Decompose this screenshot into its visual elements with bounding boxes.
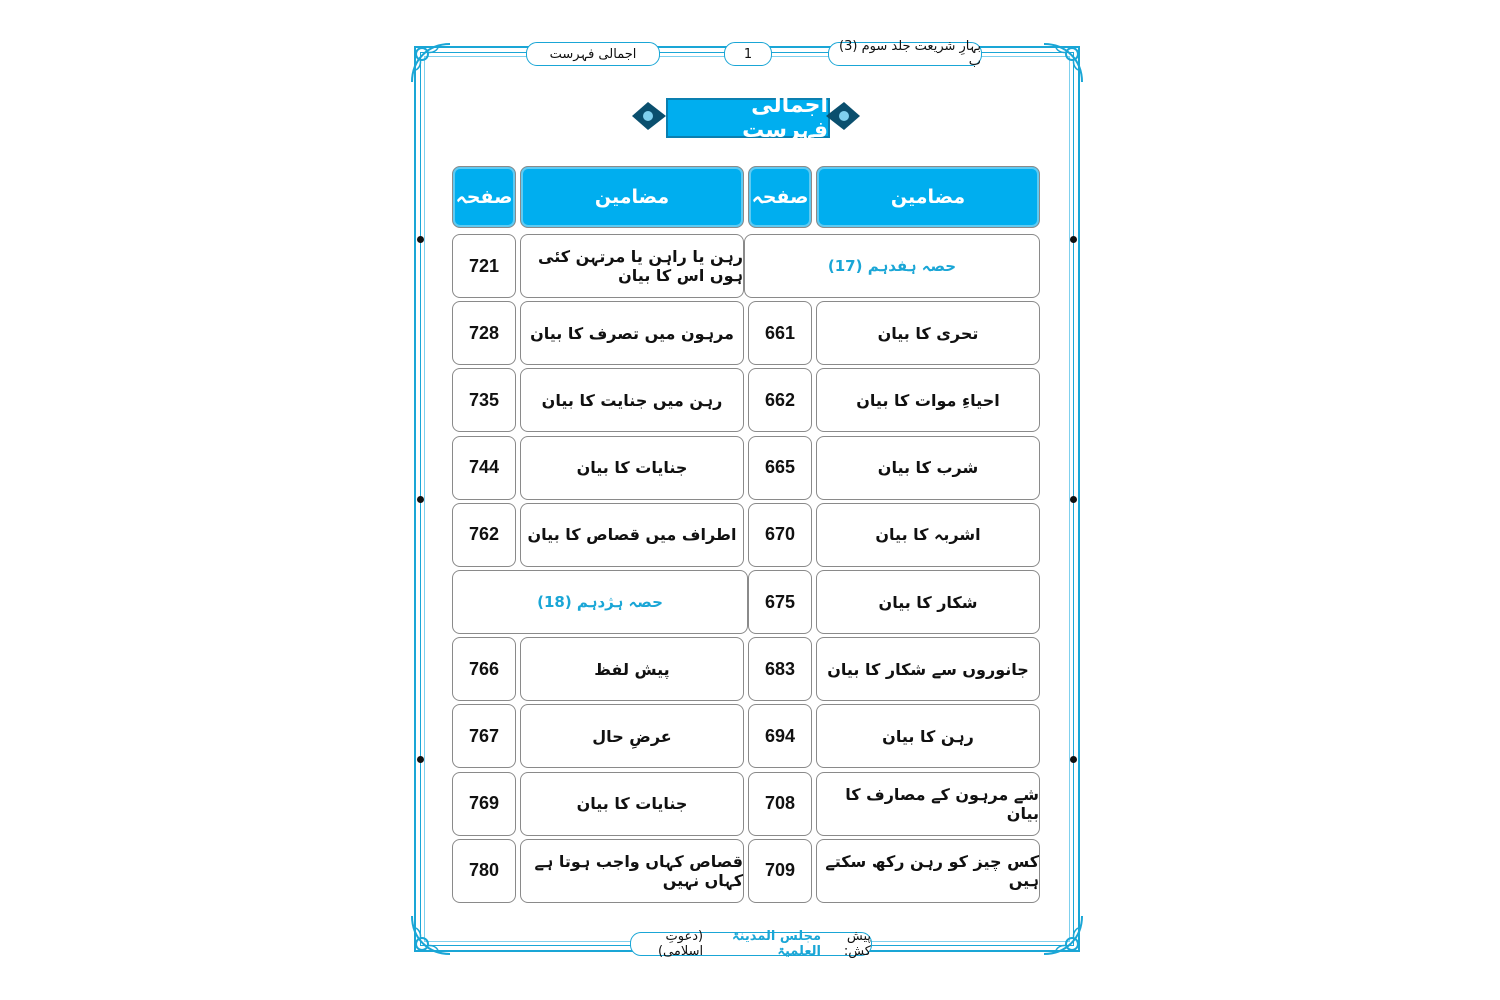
section-heading-right (744, 234, 1040, 298)
topic-cell-right-text: شرب کا بیان (877, 458, 979, 478)
topic-cell-left (520, 436, 744, 500)
border-dot (417, 756, 424, 763)
page-cell-right-text: 665 (764, 457, 796, 478)
page-cell-right-text: 670 (764, 524, 796, 545)
page-cell-right (748, 436, 812, 500)
topic-cell-right-text: احیاءِ موات کا بیان (856, 390, 1000, 410)
topic-cell-right (816, 570, 1040, 634)
page-cell-right-text: 662 (764, 389, 796, 410)
topic-cell-left-text: عرضِ حال (592, 726, 672, 746)
page-cell-right-text: 661 (764, 322, 796, 343)
topic-cell-right (816, 301, 1040, 365)
page-cell-left (452, 436, 516, 500)
border-dot (1070, 496, 1077, 503)
page-title (666, 93, 830, 143)
page-number-text: 1 (743, 46, 753, 62)
page-cell-left-text: 744 (468, 457, 500, 478)
topic-cell-left (520, 234, 744, 298)
page-cell-right-text: 708 (764, 793, 796, 814)
page-cell-right (748, 368, 812, 432)
border-dot (1070, 236, 1077, 243)
page-cell-right (748, 772, 812, 836)
topic-cell-left (520, 301, 744, 365)
topic-cell-left (520, 503, 744, 567)
topic-cell-right-text: شے مرہون کے مصارف کا بیان (845, 784, 1039, 823)
page-cell-right (748, 503, 812, 567)
title-ornament-left-icon (628, 98, 668, 134)
page-cell-right-text: 709 (764, 860, 796, 881)
page-cell-left-text: 728 (468, 322, 500, 343)
topic-cell-right (816, 704, 1040, 768)
corner-ornament-icon (408, 40, 454, 86)
page-cell-left (452, 637, 516, 701)
topic-cell-right (816, 368, 1040, 432)
page-cell-left-text: 780 (468, 860, 500, 881)
book-title (828, 39, 982, 69)
page-cell-right-text: 694 (764, 725, 796, 746)
topic-cell-left-text: جنایات کا بیان (576, 458, 688, 478)
page-cell-left-text: 766 (468, 658, 500, 679)
topic-cell-left-text: قصاص کہاں واجب ہوتا ہے کہاں نہیں (534, 851, 743, 890)
header-page-right (748, 166, 812, 228)
page-cell-left (452, 301, 516, 365)
topic-cell-left-text: جنایات کا بیان (576, 794, 688, 814)
topic-cell-left-text: اطراف میں قصاص کا بیان (527, 525, 737, 545)
topic-cell-right (816, 839, 1040, 903)
page-cell-left-text: 767 (468, 725, 500, 746)
page-cell-left (452, 704, 516, 768)
page-cell-right (748, 704, 812, 768)
footer-suffix: (دعوتِ اسلامی) (657, 929, 704, 959)
page-number (724, 42, 772, 66)
page-cell-left (452, 368, 516, 432)
section-heading-left-text: حصہ ہژدہم (18) (537, 593, 663, 611)
topic-cell-left (520, 704, 744, 768)
topic-cell-right-text: رہن کا بیان (882, 726, 974, 746)
header-topics-left-text: مضامین (594, 186, 670, 208)
border-dot (1070, 756, 1077, 763)
book-title-text: بہارِ شریعت جلد سوم (3) ب (839, 39, 981, 69)
section-heading-left (452, 570, 748, 634)
page-cell-left-text: 762 (468, 524, 500, 545)
section-heading-right-text: حصہ ہفدہم (17) (827, 257, 957, 275)
topic-cell-right-text: جانوروں سے شکار کا بیان (827, 659, 1029, 679)
topic-cell-right-text: اشربہ کا بیان (875, 525, 981, 545)
page-cell-right-text: 675 (764, 591, 796, 612)
running-title-text: اجمالی فہرست (549, 46, 637, 62)
topic-cell-right (816, 772, 1040, 836)
page-cell-left (452, 772, 516, 836)
topic-cell-right-text: تحری کا بیان (877, 323, 979, 343)
topic-cell-left-text: پیش لفظ (594, 659, 670, 679)
topic-cell-right (816, 503, 1040, 567)
topic-cell-left-text: رہن یا راہن یا مرتہن کئی ہوں اس کا بیان (538, 247, 743, 285)
corner-ornament-icon (1040, 40, 1086, 86)
page-cell-right (748, 637, 812, 701)
topic-cell-right-text: شکار کا بیان (878, 592, 978, 612)
page-cell-right-text: 683 (764, 658, 796, 679)
page-cell-left-text: 769 (468, 793, 500, 814)
running-title (526, 42, 660, 66)
border-dot (417, 236, 424, 243)
document-page (408, 40, 1086, 958)
footer-publisher: مجلس المدینۃ العلمیۃ (732, 929, 821, 959)
topic-cell-left (520, 839, 744, 903)
page-cell-left-text: 735 (468, 389, 500, 410)
title-ornament-right-icon (824, 98, 864, 134)
topic-cell-left (520, 637, 744, 701)
topic-cell-left-text: رہن میں جنایت کا بیان (541, 390, 723, 410)
header-page-left (452, 166, 516, 228)
page-cell-right (748, 839, 812, 903)
page-cell-right (748, 570, 812, 634)
header-page-right-text: صفحہ (751, 186, 809, 208)
corner-ornament-icon (1040, 912, 1086, 958)
topic-cell-right (816, 637, 1040, 701)
page-cell-left (452, 839, 516, 903)
page-cell-left-text: 721 (468, 255, 500, 276)
header-topics-left (520, 166, 744, 228)
header-page-left-text: صفحہ (455, 186, 513, 208)
topic-cell-right-text: کس چیز کو رہن رکھ سکتے ہیں (825, 851, 1039, 890)
topic-cell-right (816, 436, 1040, 500)
corner-ornament-icon (408, 912, 454, 958)
page-cell-left (452, 503, 516, 567)
topic-cell-left (520, 772, 744, 836)
header-topics-right (816, 166, 1040, 228)
page-title-text: اجمالی فہرست (742, 93, 828, 143)
footer (630, 929, 872, 959)
border-dot (417, 496, 424, 503)
topic-cell-left (520, 368, 744, 432)
footer-prefix: پیش کش: (843, 929, 871, 959)
page-cell-left (452, 234, 516, 298)
topic-cell-left-text: مرہون میں تصرف کا بیان (530, 323, 734, 343)
header-topics-right-text: مضامین (890, 186, 966, 208)
page-cell-right (748, 301, 812, 365)
